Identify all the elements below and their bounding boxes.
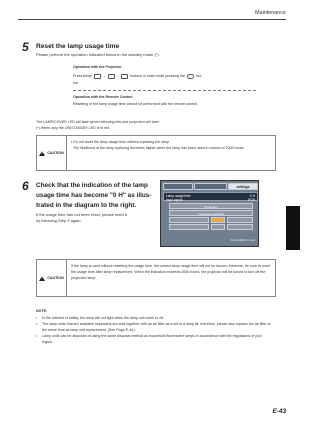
screen-row-2: Language selection (169, 210, 253, 216)
note-heading: NOTE: (36, 309, 48, 313)
menu-screen-diagram (160, 180, 259, 247)
menu-key-icon (94, 74, 101, 79)
input-signal-value: RGB (248, 197, 255, 202)
note-item-2-text: The lamp units that are available separately are sold together with an air filter as a set in a lamp kit; therefore, please also replace the air filter at the same time as lamp unit replacement. (See Page E-44.) (42, 322, 271, 332)
screen-tab-1 (163, 183, 193, 190)
enter-key-icon (108, 74, 115, 79)
projector-text-d: ton. (73, 81, 79, 85)
note-list (36, 315, 274, 345)
dashed-divider (73, 90, 256, 91)
projector-text-c: but- (195, 74, 203, 78)
section-side-tab (286, 206, 300, 250)
remote-operation-text: Resetting of the lamp usage time cannot be performed with the remote control. (73, 102, 199, 106)
page-header-title: Maintenance (255, 10, 286, 16)
screen-tab-settings: settings (228, 183, 258, 190)
step-6-title-line-3: trated in the diagram to the right. (36, 202, 137, 209)
screen-row-1: Projection (169, 203, 253, 209)
step-5-note-2: (*) When only the ON/STANDBY LED is lit red. (36, 126, 111, 130)
step-5-note-1: The LAMP/COVER LED will flash green following this and projection will start. (36, 120, 160, 124)
projector-operation-heading: Operation with the Projector (73, 65, 122, 69)
remote-operation-heading: Operation with the Remote Control (73, 95, 133, 99)
caution-label-1 (37, 136, 67, 170)
lamp-usage-value: 0 H (250, 193, 255, 198)
screen-row-4b (211, 224, 225, 230)
screen-row-3-highlight (211, 217, 225, 223)
caution-box-2 (36, 259, 276, 297)
step-6-number: 6 (22, 179, 29, 193)
note-item: • In the interest of safety, the lamp will not light when the lamp unit cover is off. (36, 316, 164, 320)
screen-row-3a (169, 217, 209, 223)
note-item: • The lamp units that are available separately are sold together with an air filter as a set in a lamp kit; therefore, please also replace the air filter at the same time as lamp unit replacement. (See Page E-44.) (36, 321, 274, 333)
screen-info-panel (163, 192, 258, 201)
projector-operation-text: Press these → → buttons in order while pressing the but- (73, 74, 203, 78)
projector-text-b: buttons in order while pressing the (130, 74, 185, 78)
warning-triangle-icon (39, 151, 45, 156)
select-key-icon (121, 74, 128, 79)
caution-word-2: CAUTION (47, 276, 64, 280)
screen-tab-2 (194, 183, 227, 190)
on-standby-key-icon (187, 74, 194, 79)
page-number: E-43 (272, 408, 286, 415)
warning-triangle-icon (39, 276, 45, 281)
step-6-title (36, 181, 156, 211)
screen-footer: Press MENU to quit (230, 238, 255, 242)
step-6-body-line-2: by following Step 5 again. (36, 218, 82, 224)
caution-1-text-1: Do not reset the lamp usage time without replacing the lamp. (73, 140, 170, 144)
step-5-number: 5 (22, 40, 29, 54)
screen-row-4c (227, 224, 253, 230)
caution-word-1: CAUTION (47, 151, 64, 155)
projector-text-a: Press these (73, 74, 92, 78)
note-item-1-text: In the interest of safety, the lamp will not light when the lamp unit cover is off. (42, 316, 164, 320)
step-6-body-line-1: If the usage time has not been reset, please reset it (36, 212, 127, 217)
step-5-intro: Please perform the operation indicated below in the standby mode (*). (36, 52, 160, 57)
step-6-body (36, 212, 156, 225)
step-6-title-line-1: Check that the indication of the lamp (36, 182, 148, 189)
lamp-usage-label: Lamp usage time (166, 193, 191, 198)
caution-1-bullet-1: • Do not reset the lamp usage time without replacing the lamp. (71, 140, 170, 144)
header-divider (18, 19, 286, 20)
note-item: • Lamp units can be disposed of using the same disposal method as household fluorescent lamps in accordance with the regulations of your region. (36, 333, 274, 345)
caution-box-1 (36, 135, 276, 171)
step-6-title-line-2: usage time has become "0 H" as illus- (36, 192, 152, 199)
caution-1-text-2: The likelihood of the lamp rupturing becomes higher when the lamp has been used in excess of 2000 hours. (73, 146, 245, 150)
screen-row-4a (169, 224, 209, 230)
note-item-3-text: Lamp units can be disposed of using the same disposal method as household fluorescent lamps in accordance with the regulations of your region. (42, 334, 263, 344)
screen-row-3b (227, 217, 253, 223)
step-5-title: Reset the lamp usage time (36, 43, 120, 50)
caution-label-2 (37, 260, 67, 296)
caution-2-text: If the lamp is used without resetting the usage time, the correct lamp usage time will not be known; therefore, be sure to reset the usage time after lamp replacement. When the indication exceeds 2000 hours, the projector will be forced to turn off the projection lamp. (71, 264, 270, 280)
input-signal-label: Input signal (166, 197, 183, 202)
